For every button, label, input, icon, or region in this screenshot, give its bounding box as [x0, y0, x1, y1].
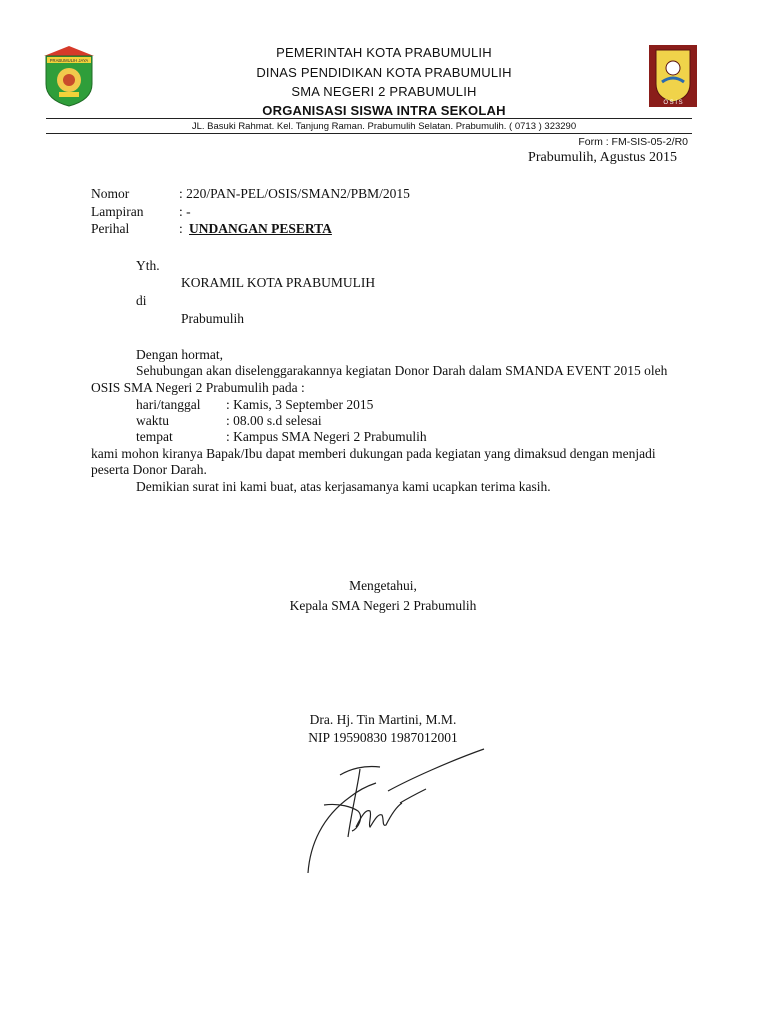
recipient-name: KORAMIL KOTA PRABUMULIH: [181, 275, 376, 290]
header-line3: SMA NEGERI 2 PRABUMULIH: [291, 84, 477, 99]
perihal-colon: :: [179, 221, 183, 236]
para1-line1: Sehubungan akan diselenggarakannya kegiatan Donor Darah dalam SMANDA EVENT 2015 oleh: [136, 363, 668, 378]
signatory-title: Kepala SMA Negeri 2 Prabumulih: [289, 598, 477, 613]
place-date: Prabumulih, Agustus 2015: [528, 150, 677, 165]
signatory-nip: NIP 19590830 1987012001: [308, 730, 458, 745]
header-divider-top: [46, 118, 692, 119]
para1-line2: OSIS SMA Negeri 2 Prabumulih pada :: [91, 380, 305, 395]
nomor-label: Nomor: [91, 186, 130, 201]
perihal-value: UNDANGAN PESERTA: [189, 221, 332, 236]
svg-text:O S I S: O S I S: [663, 100, 683, 106]
para2-line2: peserta Donor Darah.: [91, 462, 207, 477]
detail-label-time: waktu: [136, 413, 169, 428]
header-divider-bottom: [46, 133, 692, 134]
acknowledged: Mengetahui,: [349, 578, 417, 593]
para2-line1: kami mohon kiranya Bapak/Ibu dapat memberi dukungan pada kegiatan yang dimaksud dengan menjadi: [91, 446, 656, 461]
detail-label-date: hari/tanggal: [136, 397, 201, 412]
greeting: Dengan hormat,: [136, 347, 223, 362]
header-line1: PEMERINTAH KOTA PRABUMULIH: [276, 45, 492, 60]
svg-text:PRABUMULIH JAYA: PRABUMULIH JAYA: [49, 58, 89, 63]
detail-value-time: : 08.00 s.d selesai: [226, 413, 322, 428]
lampiran-label: Lampiran: [91, 204, 144, 219]
signatory-name: Dra. Hj. Tin Martini, M.M.: [309, 712, 457, 727]
recipient-yth: Yth.: [136, 258, 160, 273]
lampiran-value: : -: [179, 204, 191, 219]
recipient-di: di: [136, 293, 147, 308]
detail-value-place: : Kampus SMA Negeri 2 Prabumulih: [226, 429, 427, 444]
perihal-label: Perihal: [91, 221, 130, 236]
header-line2: DINAS PENDIDIKAN KOTA PRABUMULIH: [256, 65, 512, 80]
closing: Demikian surat ini kami buat, atas kerjasamanya kami ucapkan terima kasih.: [136, 479, 551, 494]
detail-value-date: : Kamis, 3 September 2015: [226, 397, 374, 412]
handwritten-signature: [300, 745, 490, 885]
recipient-city: Prabumulih: [181, 311, 244, 326]
form-code: Form : FM-SIS-05-2/R0: [578, 136, 688, 148]
detail-label-place: tempat: [136, 429, 173, 444]
header-address: JL. Basuki Rahmat. Kel. Tanjung Raman. Prabumulih Selatan. Prabumulih. ( 0713 ) 323290: [191, 121, 577, 132]
nomor-value: : 220/PAN-PEL/OSIS/SMAN2/PBM/2015: [179, 186, 410, 201]
header-org: ORGANISASI SISWA INTRA SEKOLAH: [262, 103, 506, 118]
